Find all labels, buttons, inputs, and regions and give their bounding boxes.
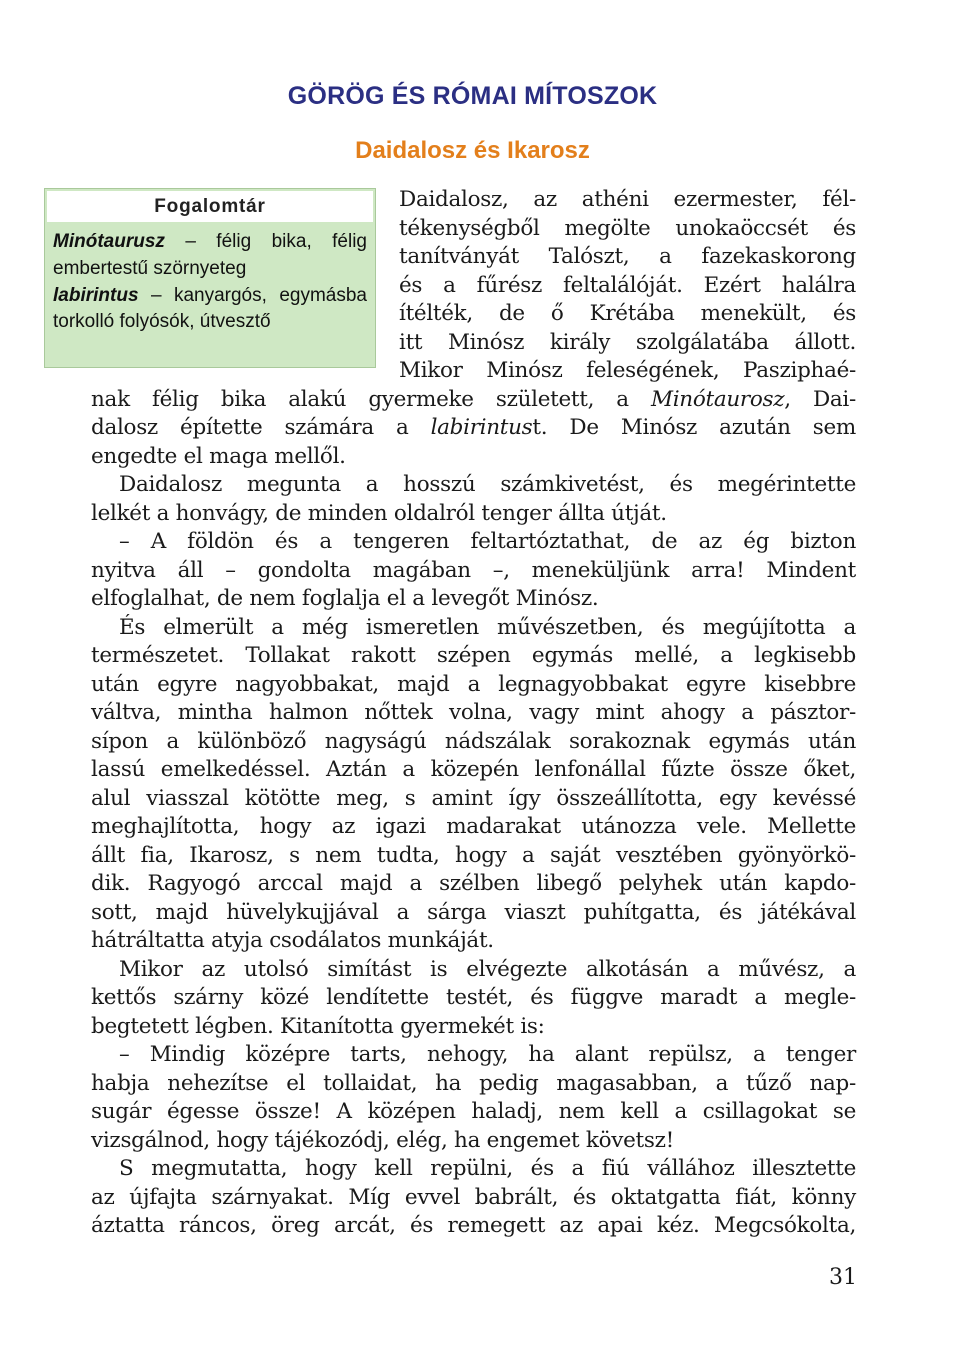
glossary-term: Minótaurusz [53, 231, 165, 252]
text-line: dik. Ragyogó arccal majd a szélben libegő pelyhek után kapdo- [91, 871, 856, 896]
text-line: tékenységből megölte unokaöccsét és [399, 215, 856, 241]
story-title: Daidalosz és Ikarosz [355, 137, 590, 164]
text-line: váltva, mintha halmon nőttek volna, vagy mint ahogy a pásztor- [91, 700, 856, 725]
text-line: alul viasszal kötötte meg, s amint így összeállította, egy kevéssé [91, 785, 856, 811]
page-number: 31 [829, 1265, 857, 1290]
text-line: Daidalosz, az athéni ezermester, fél- [399, 187, 856, 212]
italic-term: Minótaurosz [651, 386, 785, 412]
text-line: Mikor az utolsó simítást is elvégezte alkotásán a művész, a [119, 956, 856, 982]
text-line: meghajlította, hogy az igazi madarakat utánozza vele. Mellette [91, 814, 856, 839]
text-line: begtetett légben. Kitanította gyermekét is: [91, 1013, 545, 1039]
text-line: lassú emelkedéssel. Aztán a közepén lenfonállal fűzte össze őket, [91, 757, 856, 782]
glossary-definition: – kanyargós, egymásba torkolló folyósók, útvesztő [53, 284, 367, 333]
italic-term: labirintus [430, 415, 533, 440]
text-line: kettős szárny közé lendítette testét, és függve maradt a megle- [91, 985, 856, 1010]
chapter-title: GÖRÖG ÉS RÓMAI MÍTOSZOK [287, 82, 658, 110]
text-line: Daidalosz megunta a hosszú számkivetést, és megérintette [119, 472, 856, 497]
text-line: dalosz építette számára a labirintust. De Minósz azután sem [91, 415, 857, 440]
text-line: nak félig bika alakú gyermeke született, a Minótaurosz, Dai- [91, 386, 856, 412]
text-line: – A földön és a tengeren feltartóztathat, de az ég bizton [119, 529, 856, 554]
text-line: Mikor Minósz feleségének, Pasziphaé- [399, 358, 856, 383]
text-line: habja nehezítse el tollaidat, ha pedig magasabban, a tűző nap- [91, 1070, 856, 1096]
text-line: áztatta ráncos, öreg arcát, és remegett az apai kéz. Megcsókolta, [91, 1213, 856, 1238]
glossary-definition: – félig bika, félig embertestű szörnyeteg [53, 231, 367, 279]
text-line: elfoglalhat, de nem foglalja el a levegőt Minósz. [91, 586, 599, 611]
text-line: vizsgálnod, hogy tájékozódj, elég, ha engemet követsz! [91, 1127, 674, 1153]
text-line: engedte el maga mellől. [91, 443, 346, 469]
text-line: természetet. Tollakat rakott szépen egymás mellé, a legkisebb [91, 643, 856, 668]
text-line: sott, majd hüvelykujjával a sárga viaszt puhítgatta, és játékával [91, 899, 856, 925]
text-line: itt Minósz király szolgálatába állott. [399, 329, 856, 355]
text-line: És elmerült a még ismeretlen művészetben, és megújította a [119, 614, 856, 640]
text-line: állt fia, Ikarosz, s nem tudta, hogy a saját vesztében gyönyörkö- [91, 842, 856, 868]
glossary-term: labirintus [53, 284, 139, 306]
text-line: – Mindig középre tarts, nehogy, ha alant repülsz, a tenger [119, 1042, 856, 1067]
glossary-heading: Fogalomtár [47, 191, 373, 222]
text-line: S megmutatta, hogy kell repülni, és a fiú vállához illesztette [119, 1156, 856, 1181]
text-line: az újfajta szárnyakat. Míg evvel babrált, és oktatgatta fiát, könny [91, 1184, 856, 1210]
text-line: sugár égesse össze! A középen haladj, nem kell a csillagokat se [91, 1099, 856, 1124]
text-line: ítélték, de ő Krétába menekült, és [399, 301, 856, 326]
text-line: hátráltatta atyja csodálatos munkáját. [91, 928, 494, 953]
text-line: tanítványát Talószt, a fazekaskorong [399, 244, 856, 269]
text-line: után egyre nagyobbakat, majd a legnagyobbakat egyre kisebbre [91, 671, 856, 697]
story-text [91, 186, 856, 1241]
text-line: és a fűrész feltalálóját. Ezért halálra [399, 272, 856, 298]
text-line: lelkét a honvágy, de minden oldalról tenger állta útját. [91, 500, 667, 526]
text-line: nyitva áll – gondolta magában –, meneküljünk arra! Mindent [91, 557, 856, 583]
text-line: sípon a különböző nagyságú nádszálak sorakoznak egymás után [91, 728, 856, 754]
